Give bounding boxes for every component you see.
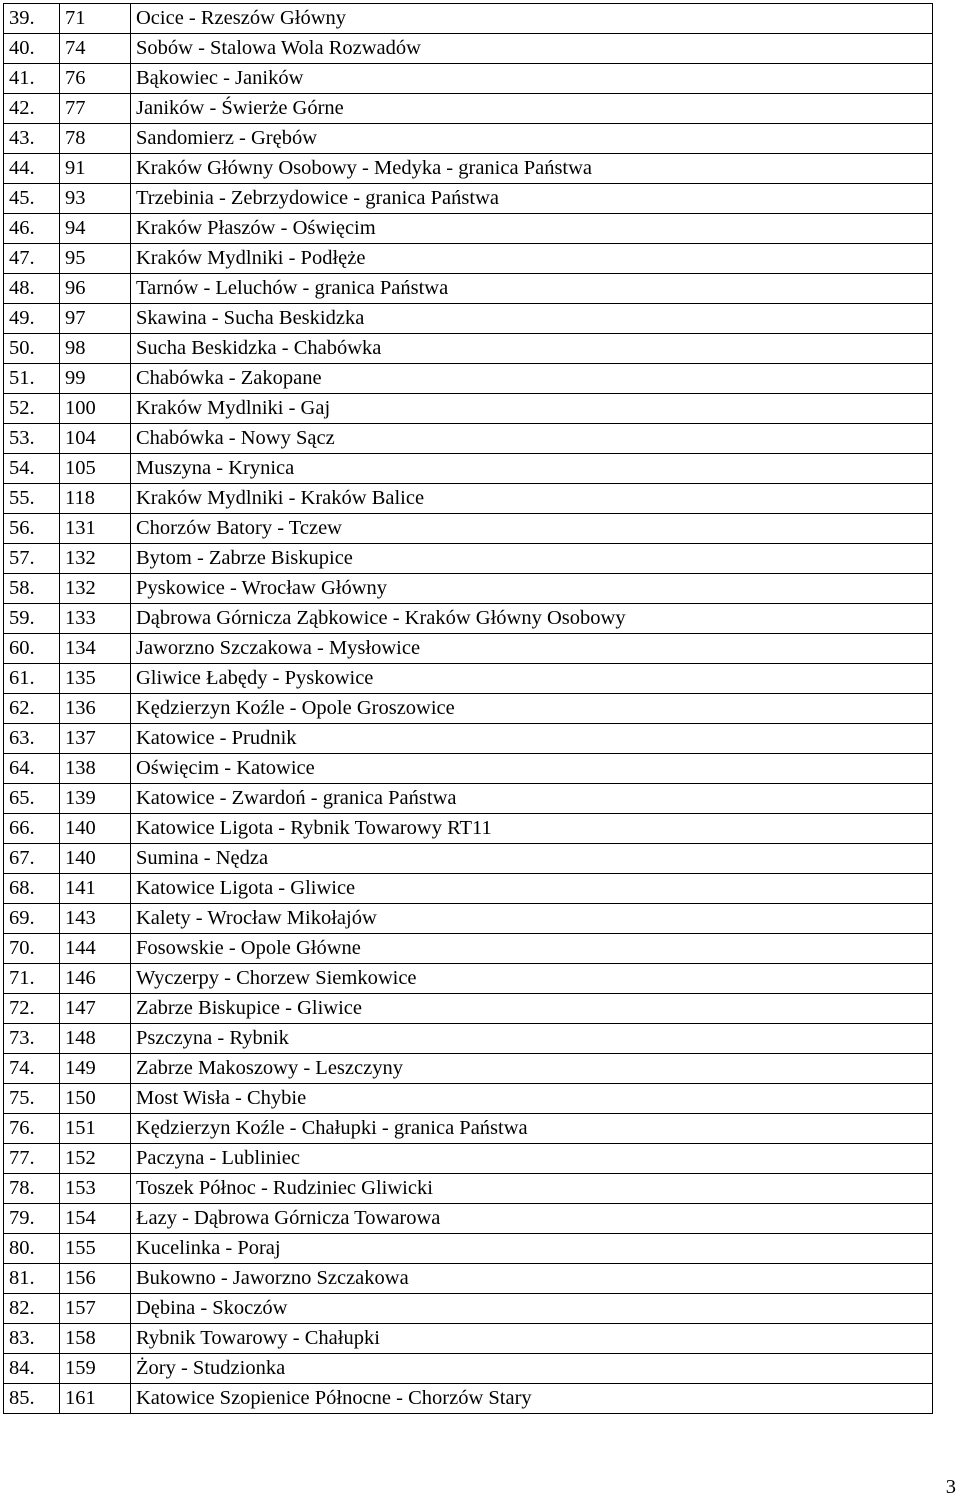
table-row xyxy=(4,604,933,634)
line-number-cell: 155 xyxy=(60,1234,131,1264)
row-ordinal-cell: 60. xyxy=(4,634,60,664)
line-name-cell: Łazy - Dąbrowa Górnicza Towarowa xyxy=(131,1204,933,1234)
line-number-cell: 78 xyxy=(60,124,131,154)
table-row xyxy=(4,1144,933,1174)
row-ordinal-cell: 79. xyxy=(4,1204,60,1234)
line-name-cell: Paczyna - Lubliniec xyxy=(131,1144,933,1174)
row-ordinal-cell: 44. xyxy=(4,154,60,184)
line-name-cell: Chorzów Batory - Tczew xyxy=(131,514,933,544)
table-row xyxy=(4,334,933,364)
table-row xyxy=(4,214,933,244)
line-name-cell: Kędzierzyn Koźle - Chałupki - granica Państwa xyxy=(131,1114,933,1144)
line-number-cell: 91 xyxy=(60,154,131,184)
line-number-cell: 134 xyxy=(60,634,131,664)
row-ordinal-cell: 76. xyxy=(4,1114,60,1144)
line-name-cell: Kalety - Wrocław Mikołajów xyxy=(131,904,933,934)
row-ordinal-cell: 63. xyxy=(4,724,60,754)
line-number-cell: 156 xyxy=(60,1264,131,1294)
line-name-cell: Sumina - Nędza xyxy=(131,844,933,874)
line-number-cell: 100 xyxy=(60,394,131,424)
row-ordinal-cell: 40. xyxy=(4,34,60,64)
line-number-cell: 159 xyxy=(60,1354,131,1384)
line-name-cell: Bąkowiec - Janików xyxy=(131,64,933,94)
row-ordinal-cell: 66. xyxy=(4,814,60,844)
line-number-cell: 147 xyxy=(60,994,131,1024)
row-ordinal-cell: 48. xyxy=(4,274,60,304)
line-name-cell: Ocice - Rzeszów Główny xyxy=(131,4,933,34)
row-ordinal-cell: 43. xyxy=(4,124,60,154)
line-number-cell: 95 xyxy=(60,244,131,274)
line-name-cell: Chabówka - Zakopane xyxy=(131,364,933,394)
row-ordinal-cell: 52. xyxy=(4,394,60,424)
table-row xyxy=(4,304,933,334)
line-number-cell: 94 xyxy=(60,214,131,244)
table-row xyxy=(4,1234,933,1264)
line-number-cell: 132 xyxy=(60,574,131,604)
page-number: 3 xyxy=(945,1476,956,1498)
line-name-cell: Katowice Ligota - Gliwice xyxy=(131,874,933,904)
table-row xyxy=(4,994,933,1024)
row-ordinal-cell: 53. xyxy=(4,424,60,454)
line-name-cell: Sandomierz - Grębów xyxy=(131,124,933,154)
table-row xyxy=(4,454,933,484)
table-row xyxy=(4,874,933,904)
table-row xyxy=(4,844,933,874)
line-number-cell: 137 xyxy=(60,724,131,754)
line-name-cell: Kraków Mydlniki - Gaj xyxy=(131,394,933,424)
table-row xyxy=(4,1084,933,1114)
line-number-cell: 140 xyxy=(60,844,131,874)
line-number-cell: 146 xyxy=(60,964,131,994)
row-ordinal-cell: 81. xyxy=(4,1264,60,1294)
row-ordinal-cell: 71. xyxy=(4,964,60,994)
line-name-cell: Kucelinka - Poraj xyxy=(131,1234,933,1264)
line-name-cell: Dąbrowa Górnicza Ząbkowice - Kraków Główny Osobowy xyxy=(131,604,933,634)
line-name-cell: Muszyna - Krynica xyxy=(131,454,933,484)
row-ordinal-cell: 68. xyxy=(4,874,60,904)
row-ordinal-cell: 45. xyxy=(4,184,60,214)
row-ordinal-cell: 64. xyxy=(4,754,60,784)
row-ordinal-cell: 46. xyxy=(4,214,60,244)
line-name-cell: Dębina - Skoczów xyxy=(131,1294,933,1324)
line-name-cell: Rybnik Towarowy - Chałupki xyxy=(131,1324,933,1354)
line-number-cell: 140 xyxy=(60,814,131,844)
row-ordinal-cell: 51. xyxy=(4,364,60,394)
table-row xyxy=(4,484,933,514)
table-row xyxy=(4,124,933,154)
line-number-cell: 71 xyxy=(60,4,131,34)
table-row xyxy=(4,1114,933,1144)
row-ordinal-cell: 65. xyxy=(4,784,60,814)
line-name-cell: Tarnów - Leluchów - granica Państwa xyxy=(131,274,933,304)
row-ordinal-cell: 74. xyxy=(4,1054,60,1084)
row-ordinal-cell: 59. xyxy=(4,604,60,634)
line-name-cell: Kraków Płaszów - Oświęcim xyxy=(131,214,933,244)
line-number-cell: 158 xyxy=(60,1324,131,1354)
line-name-cell: Zabrze Makoszowy - Leszczyny xyxy=(131,1054,933,1084)
line-number-cell: 77 xyxy=(60,94,131,124)
line-number-cell: 131 xyxy=(60,514,131,544)
line-name-cell: Katowice - Prudnik xyxy=(131,724,933,754)
line-name-cell: Janików - Świerże Górne xyxy=(131,94,933,124)
table-row xyxy=(4,934,933,964)
line-name-cell: Kraków Główny Osobowy - Medyka - granica Państwa xyxy=(131,154,933,184)
table-row xyxy=(4,1354,933,1384)
row-ordinal-cell: 55. xyxy=(4,484,60,514)
table-row xyxy=(4,544,933,574)
table-row xyxy=(4,34,933,64)
line-name-cell: Chabówka - Nowy Sącz xyxy=(131,424,933,454)
line-name-cell: Pyskowice - Wrocław Główny xyxy=(131,574,933,604)
line-name-cell: Toszek Północ - Rudziniec Gliwicki xyxy=(131,1174,933,1204)
line-number-cell: 76 xyxy=(60,64,131,94)
line-name-cell: Jaworzno Szczakowa - Mysłowice xyxy=(131,634,933,664)
table-row xyxy=(4,814,933,844)
table-row xyxy=(4,64,933,94)
row-ordinal-cell: 69. xyxy=(4,904,60,934)
table-row xyxy=(4,634,933,664)
table-row xyxy=(4,574,933,604)
table-row xyxy=(4,4,933,34)
row-ordinal-cell: 73. xyxy=(4,1024,60,1054)
line-name-cell: Kraków Mydlniki - Kraków Balice xyxy=(131,484,933,514)
table-row xyxy=(4,724,933,754)
line-name-cell: Wyczerpy - Chorzew Siemkowice xyxy=(131,964,933,994)
table-row xyxy=(4,1024,933,1054)
table-row xyxy=(4,274,933,304)
table-row xyxy=(4,424,933,454)
table-body xyxy=(4,4,933,1414)
line-name-cell: Katowice Szopienice Północne - Chorzów Stary xyxy=(131,1384,933,1414)
row-ordinal-cell: 85. xyxy=(4,1384,60,1414)
railway-lines-table-container xyxy=(3,3,933,1414)
table-row xyxy=(4,1294,933,1324)
table-row xyxy=(4,394,933,424)
table-row xyxy=(4,154,933,184)
line-number-cell: 133 xyxy=(60,604,131,634)
line-number-cell: 153 xyxy=(60,1174,131,1204)
line-number-cell: 98 xyxy=(60,334,131,364)
line-number-cell: 151 xyxy=(60,1114,131,1144)
table-row xyxy=(4,94,933,124)
table-row xyxy=(4,964,933,994)
table-row xyxy=(4,1324,933,1354)
row-ordinal-cell: 56. xyxy=(4,514,60,544)
line-name-cell: Sobów - Stalowa Wola Rozwadów xyxy=(131,34,933,64)
table-row xyxy=(4,784,933,814)
table-row xyxy=(4,1174,933,1204)
line-number-cell: 105 xyxy=(60,454,131,484)
row-ordinal-cell: 78. xyxy=(4,1174,60,1204)
row-ordinal-cell: 47. xyxy=(4,244,60,274)
line-number-cell: 135 xyxy=(60,664,131,694)
line-name-cell: Pszczyna - Rybnik xyxy=(131,1024,933,1054)
line-name-cell: Sucha Beskidzka - Chabówka xyxy=(131,334,933,364)
table-row xyxy=(4,754,933,784)
line-number-cell: 152 xyxy=(60,1144,131,1174)
line-name-cell: Gliwice Łabędy - Pyskowice xyxy=(131,664,933,694)
line-name-cell: Trzebinia - Zebrzydowice - granica Państwa xyxy=(131,184,933,214)
row-ordinal-cell: 54. xyxy=(4,454,60,484)
line-number-cell: 139 xyxy=(60,784,131,814)
row-ordinal-cell: 58. xyxy=(4,574,60,604)
row-ordinal-cell: 62. xyxy=(4,694,60,724)
table-row xyxy=(4,244,933,274)
line-number-cell: 99 xyxy=(60,364,131,394)
row-ordinal-cell: 61. xyxy=(4,664,60,694)
row-ordinal-cell: 84. xyxy=(4,1354,60,1384)
row-ordinal-cell: 72. xyxy=(4,994,60,1024)
line-number-cell: 141 xyxy=(60,874,131,904)
line-number-cell: 138 xyxy=(60,754,131,784)
line-name-cell: Skawina - Sucha Beskidzka xyxy=(131,304,933,334)
row-ordinal-cell: 80. xyxy=(4,1234,60,1264)
railway-lines-table xyxy=(3,3,933,1414)
line-number-cell: 148 xyxy=(60,1024,131,1054)
table-row xyxy=(4,1054,933,1084)
table-row xyxy=(4,904,933,934)
row-ordinal-cell: 41. xyxy=(4,64,60,94)
row-ordinal-cell: 75. xyxy=(4,1084,60,1114)
row-ordinal-cell: 50. xyxy=(4,334,60,364)
table-row xyxy=(4,1384,933,1414)
line-number-cell: 104 xyxy=(60,424,131,454)
line-number-cell: 96 xyxy=(60,274,131,304)
line-number-cell: 150 xyxy=(60,1084,131,1114)
table-row xyxy=(4,514,933,544)
line-name-cell: Most Wisła - Chybie xyxy=(131,1084,933,1114)
line-number-cell: 161 xyxy=(60,1384,131,1414)
line-number-cell: 144 xyxy=(60,934,131,964)
row-ordinal-cell: 49. xyxy=(4,304,60,334)
line-number-cell: 149 xyxy=(60,1054,131,1084)
row-ordinal-cell: 83. xyxy=(4,1324,60,1354)
row-ordinal-cell: 77. xyxy=(4,1144,60,1174)
row-ordinal-cell: 42. xyxy=(4,94,60,124)
row-ordinal-cell: 67. xyxy=(4,844,60,874)
line-name-cell: Fosowskie - Opole Główne xyxy=(131,934,933,964)
row-ordinal-cell: 57. xyxy=(4,544,60,574)
line-name-cell: Bukowno - Jaworzno Szczakowa xyxy=(131,1264,933,1294)
table-row xyxy=(4,664,933,694)
line-number-cell: 74 xyxy=(60,34,131,64)
table-row xyxy=(4,694,933,724)
line-number-cell: 132 xyxy=(60,544,131,574)
row-ordinal-cell: 82. xyxy=(4,1294,60,1324)
table-row xyxy=(4,184,933,214)
line-name-cell: Katowice - Zwardoń - granica Państwa xyxy=(131,784,933,814)
table-row xyxy=(4,1264,933,1294)
line-number-cell: 118 xyxy=(60,484,131,514)
line-number-cell: 157 xyxy=(60,1294,131,1324)
line-name-cell: Kraków Mydlniki - Podłęże xyxy=(131,244,933,274)
row-ordinal-cell: 39. xyxy=(4,4,60,34)
line-number-cell: 93 xyxy=(60,184,131,214)
row-ordinal-cell: 70. xyxy=(4,934,60,964)
line-name-cell: Żory - Studzionka xyxy=(131,1354,933,1384)
line-number-cell: 143 xyxy=(60,904,131,934)
line-name-cell: Kędzierzyn Koźle - Opole Groszowice xyxy=(131,694,933,724)
line-name-cell: Bytom - Zabrze Biskupice xyxy=(131,544,933,574)
line-name-cell: Zabrze Biskupice - Gliwice xyxy=(131,994,933,1024)
line-name-cell: Katowice Ligota - Rybnik Towarowy RT11 xyxy=(131,814,933,844)
line-number-cell: 136 xyxy=(60,694,131,724)
line-number-cell: 97 xyxy=(60,304,131,334)
line-number-cell: 154 xyxy=(60,1204,131,1234)
table-row xyxy=(4,364,933,394)
line-name-cell: Oświęcim - Katowice xyxy=(131,754,933,784)
table-row xyxy=(4,1204,933,1234)
